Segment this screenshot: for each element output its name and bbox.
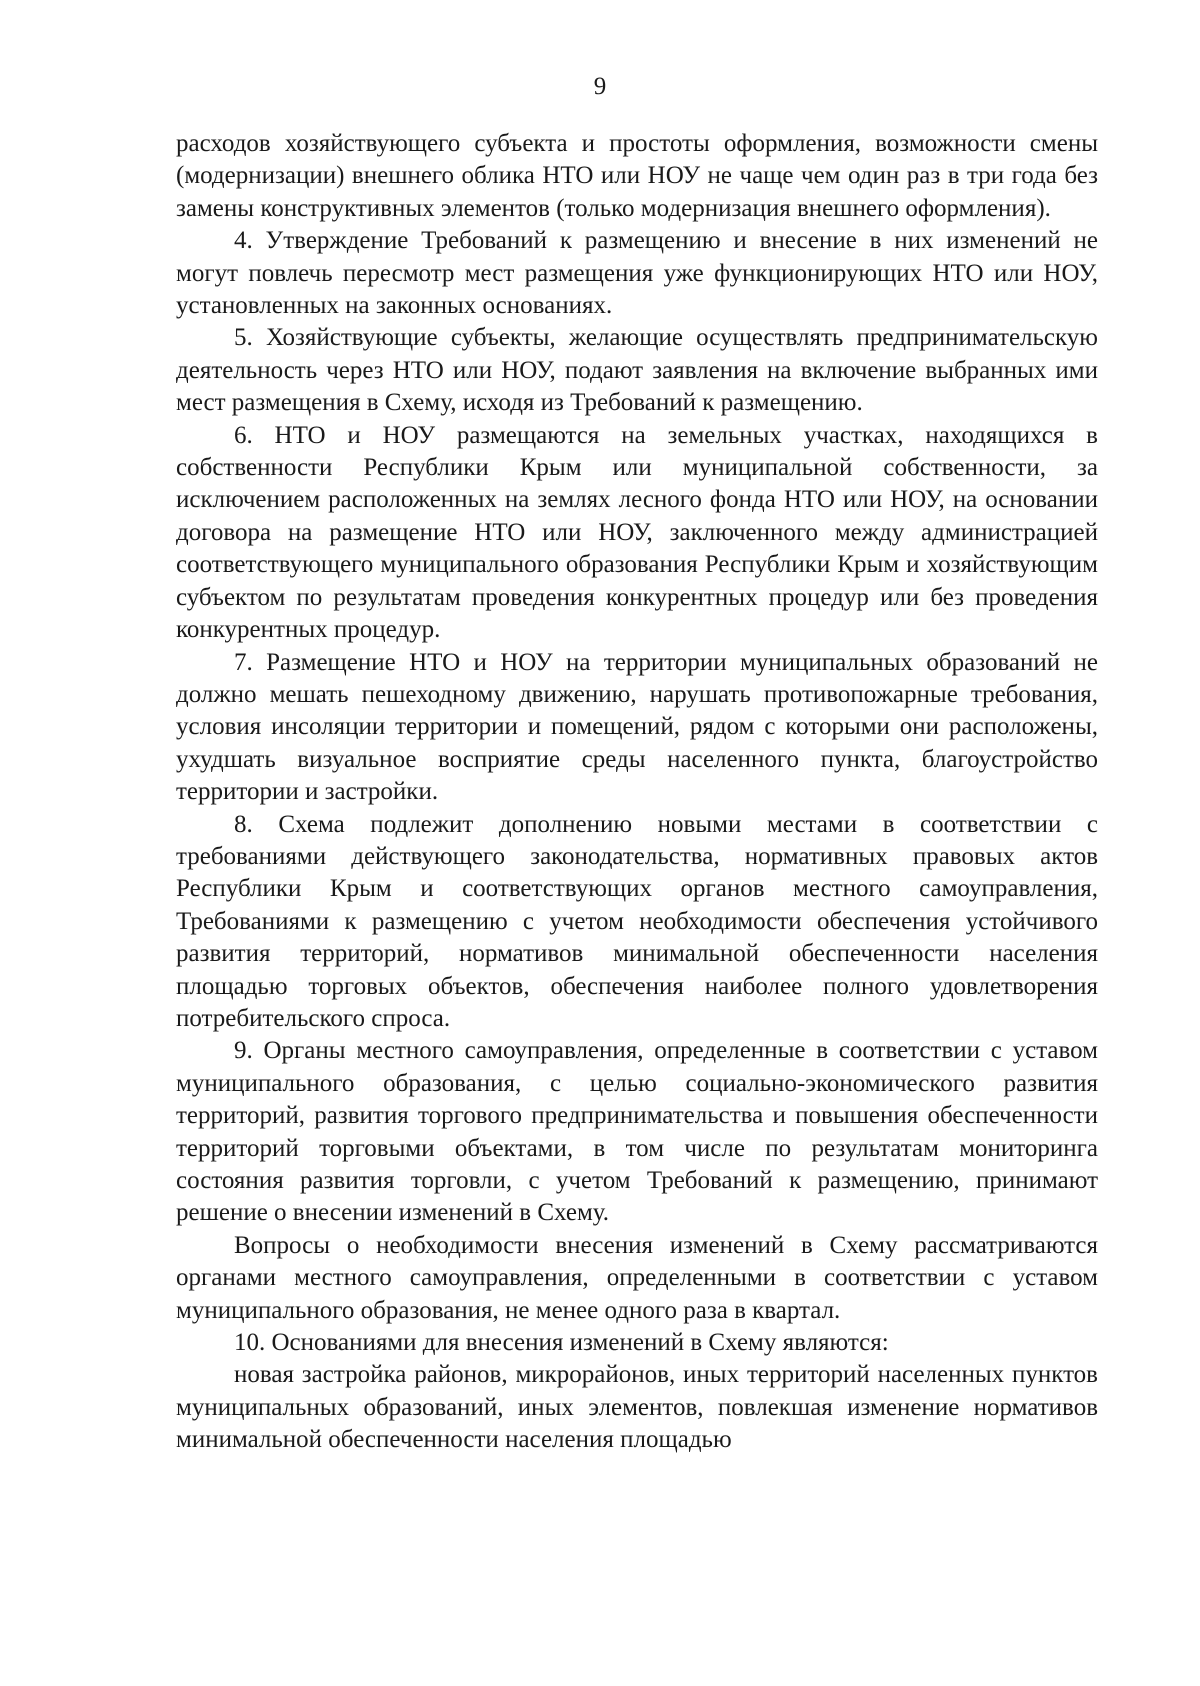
paragraph-item-10: 10. Основаниями для внесения изменений в Схему являются: (234, 1329, 889, 1357)
paragraph-item-6: 6. НТО и НОУ размещаются на земельных участках, находящихся в собственности Республики Крым или муниципальной собственности, за исключением расположенных на землях лесного фонда НТО или НОУ, на основании договора на размещение НТО или НОУ, заключенного между администрацией соответствующего муниципального образования Республики Крым и хозяйствующим субъектом по результатам проведения конкурентных процедур или без проведения конкурентных процедур. (176, 421, 1098, 644)
paragraph-item-5: 5. Хозяйствующие субъекты, желающие осуществлять предпринимательскую деятельность через НТО или НОУ, подают заявления на включение выбранных ими мест размещения в Схему, исходя из Требований к размещению. (176, 324, 1098, 417)
page-number: 9 (593, 73, 607, 100)
paragraph-item-10-new-construction: новая застройка районов, микрорайонов, иных территорий населенных пунктов муниципальных образований, иных элементов, повлекшая изменение нормативов минимальной обеспеченности населения площадью (176, 1361, 1098, 1454)
paragraph-item-9: 9. Органы местного самоуправления, определенные в соответствии с уставом муниципального образования, с целью социально-экономического развития территорий, развития торгового предпринимательства и повышения обеспеченности территорий торговыми объектами, в том числе по результатам мониторинга состояния развития торговли, с учетом Требований к размещению, принимают решение о внесении изменений в Схему. (176, 1037, 1098, 1227)
paragraph-continuation: расходов хозяйствующего субъекта и простоты оформления, возможности смены (модернизации) внешнего облика НТО или НОУ не чаще чем один раз в три года без замены конструктивных элементов (только модернизация внешнего оформления). (176, 130, 1098, 222)
document-body (176, 128, 1098, 1457)
paragraph-item-4: 4. Утверждение Требований к размещению и внесение в них изменений не могут повлечь пересмотр мест размещения уже функционирующих НТО или НОУ, установленных на законных основаниях. (176, 227, 1098, 320)
paragraph-item-7: 7. Размещение НТО и НОУ на территории муниципальных образований не должно мешать пешеходному движению, нарушать противопожарные требования, условия инсоляции территории и помещений, рядом с которыми они расположены, ухудшать визуальное восприятие среды населенного пункта, благоустройство территории и застройки. (176, 648, 1098, 806)
paragraph-item-9-questions: Вопросы о необходимости внесения изменений в Схему рассматриваются органами местного самоуправления, определенными в соответствии с уставом муниципального образования, не менее одного раза в квартал. (176, 1231, 1098, 1324)
paragraph-item-8: 8. Схема подлежит дополнению новыми местами в соответствии с требованиями действующего законодательства, нормативных правовых актов Республики Крым и соответствующих органов местного самоуправления, Требованиями к размещению с учетом необходимости обеспечения устойчивого развития территорий, нормативов минимальной обеспеченности населения площадью торговых объектов, обеспечения наиболее полного удовлетворения потребительского спроса. (176, 810, 1098, 1032)
